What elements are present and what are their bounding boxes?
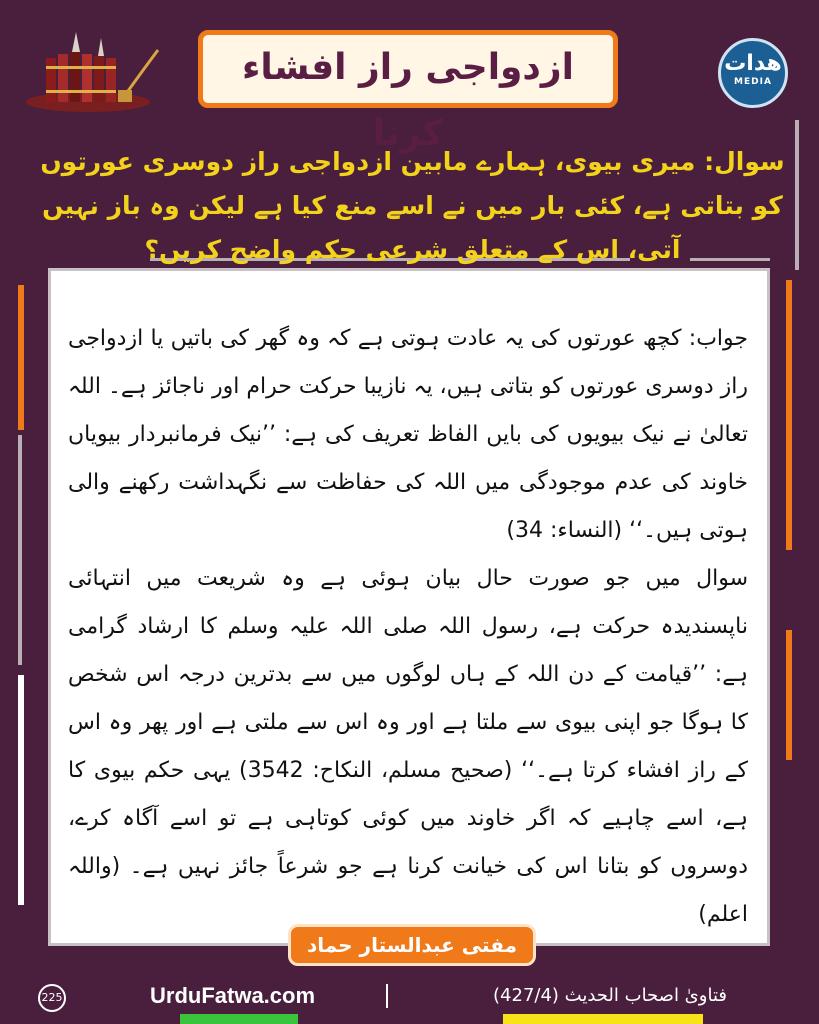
frame-left-orange <box>18 285 24 430</box>
media-logo <box>718 38 788 108</box>
frame-right-gray <box>795 120 799 270</box>
media-logo-label: MEDIA <box>734 77 772 87</box>
page-number: 225 <box>38 984 66 1012</box>
frame-right-orange <box>786 280 792 550</box>
books-logo-icon <box>18 30 168 115</box>
footer-divider <box>386 984 388 1008</box>
question-text: سوال: میری بیوی، ہمارے مابین ازدواجی راز دوسری عورتوں کو بتاتی ہے، کئی بار میں نے اسے منع کیا ہے لیکن وہ باز نہیں آتی، اس کے متعلق شرعی حکم واضح کریں؟ <box>40 147 785 264</box>
media-logo-mark: ھدات <box>724 51 782 76</box>
title-banner <box>198 30 618 154</box>
author-badge: مفتی عبدالستار حماد <box>288 924 536 966</box>
page-title: ازدواجی راز افشاء کرنا <box>242 47 574 154</box>
answer-paragraph-2: سوال میں جو صورت حال بیان ہوئی ہے وہ شریعت میں انتہائی ناپسندیدہ حرکت ہے، رسول اللہ صلی اللہ علیہ وسلم کا ارشاد گرامی ہے: ’’قیامت کے دن اللہ کے ہاں لوگوں میں سے بدترین درجہ اس شخص کا ہوگا جو اپنی بیوی سے ملتا ہے اور وہ اس سے ملتی ہے اور پھر وہ اس کے راز افشاء کرتا ہے۔‘‘ (صحیح مسلم، النکاح: 3542) یہی حکم بیوی کا ہے، اسے چاہیے کہ اگر خاوند میں کوئی کوتاہی ہے تو اسے آگاہ کرے، دوسروں کو بتانا اس کی خیانت کرنا ہے جو شرعاً جائز نہیں ہے۔ (واللہ اعلم) <box>68 566 748 927</box>
answer-paragraph-1: جواب: کچھ عورتوں کی یہ عادت ہوتی ہے کہ وہ گھر کی باتیں یا ازدواجی راز دوسری عورتوں کو بتاتی ہیں، یہ نازیبا حرکت حرام اور ناجائز ہے۔ اللہ تعالیٰ نے نیک بیویوں کی بایں الفاظ تعریف کی ہے: ’’نیک فرمانبردار بیویاں خاوند کی عدم موجودگی میں اللہ کی حفاظت سے نگہداشت رکھنے والی ہوتی ہیں۔‘‘ (النساء: 34) <box>67 326 748 543</box>
frame-left-gray <box>18 435 22 665</box>
site-link[interactable]: UrduFatwa.com <box>150 983 316 1008</box>
frame-left-white <box>18 675 24 905</box>
frame-right-orange-2 <box>786 630 792 760</box>
answer-text <box>68 315 748 939</box>
footer-bar-green <box>180 1014 298 1024</box>
source-reference: فتاویٰ اصحاب الحدیث (427/4) <box>493 985 727 1006</box>
footer-bar-yellow <box>503 1014 703 1024</box>
